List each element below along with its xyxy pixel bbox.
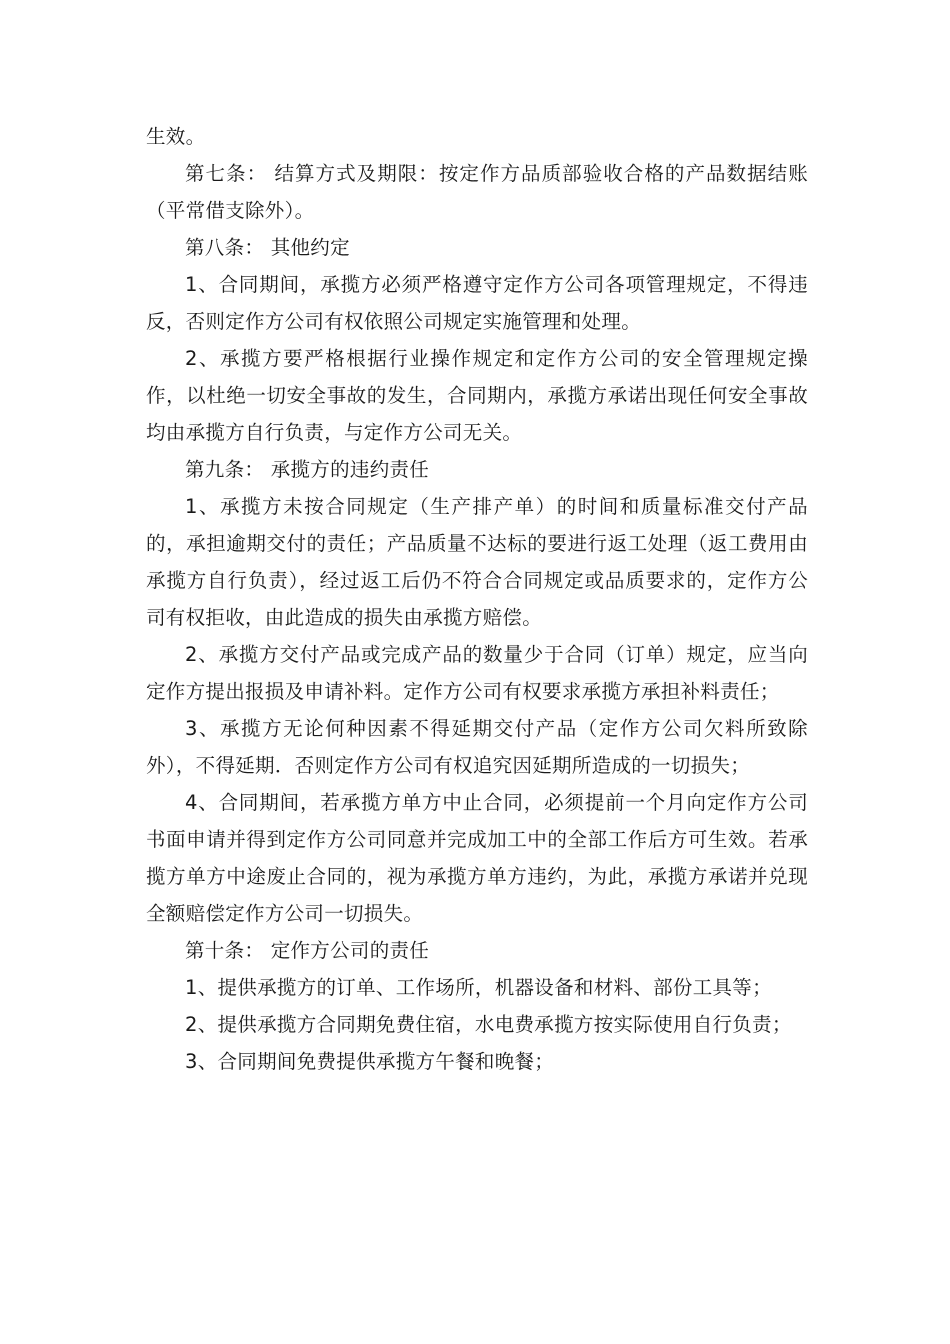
article-9-item-3: 3、承揽方无论何种因素不得延期交付产品（定作方公司欠料所致除外），不得延期．否则定作方公司有权追究因延期所造成的一切损失； xyxy=(146,717,808,777)
article-10-item-1: 1、提供承揽方的订单、工作场所，机器设备和材料、部份工具等； xyxy=(185,976,772,999)
article-10-item-3: 3、合同期间免费提供承揽方午餐和晚餐； xyxy=(185,1050,555,1073)
article-9-item-4: 4、合同期间，若承揽方单方中止合同，必须提前一个月向定作方公司书面申请并得到定作方公司同意并完成加工中的全部工作后方可生效。若承揽方单方中途废止合同的，视为承揽方单方违约，为此，承揽方承诺并兑现全额赔偿定作方公司一切损失。 xyxy=(146,791,808,925)
article-8-item-2: 2、承揽方要严格根据行业操作规定和定作方公司的安全管理规定操作，以杜绝一切安全事故的发生，合同期内，承揽方承诺出现任何安全事故均由承揽方自行负责，与定作方公司无关。 xyxy=(146,347,808,444)
document-body xyxy=(146,118,808,1080)
article-8-item-1: 1、合同期间，承揽方必须严格遵守定作方公司各项管理规定，不得违反，否则定作方公司有权依照公司规定实施管理和处理。 xyxy=(146,273,808,333)
article-7-settlement: 第七条： 结算方式及期限：按定作方品质部验收合格的产品数据结账（平常借支除外）。 xyxy=(146,162,808,222)
article-8-heading: 第八条： 其他约定 xyxy=(185,236,350,259)
article-10-item-2: 2、提供承揽方合同期免费住宿，水电费承揽方按实际使用自行负责； xyxy=(185,1013,792,1036)
article-9-item-1: 1、承揽方未按合同规定（生产排产单）的时间和质量标准交付产品的，承担逾期交付的责任；产品质量不达标的要进行返工处理（返工费用由承揽方自行负责），经过返工后仍不符合合同规定或品质要求的，定作方公司有权拒收，由此造成的损失由承揽方赔偿。 xyxy=(146,495,808,629)
article-10-heading: 第十条： 定作方公司的责任 xyxy=(185,939,430,962)
article-9-heading: 第九条： 承揽方的违约责任 xyxy=(185,458,430,481)
paragraph-continuation: 生效。 xyxy=(146,125,206,148)
article-9-item-2: 2、承揽方交付产品或完成产品的数量少于合同（订单）规定，应当向定作方提出报损及申请补料。定作方公司有权要求承揽方承担补料责任； xyxy=(146,643,808,703)
